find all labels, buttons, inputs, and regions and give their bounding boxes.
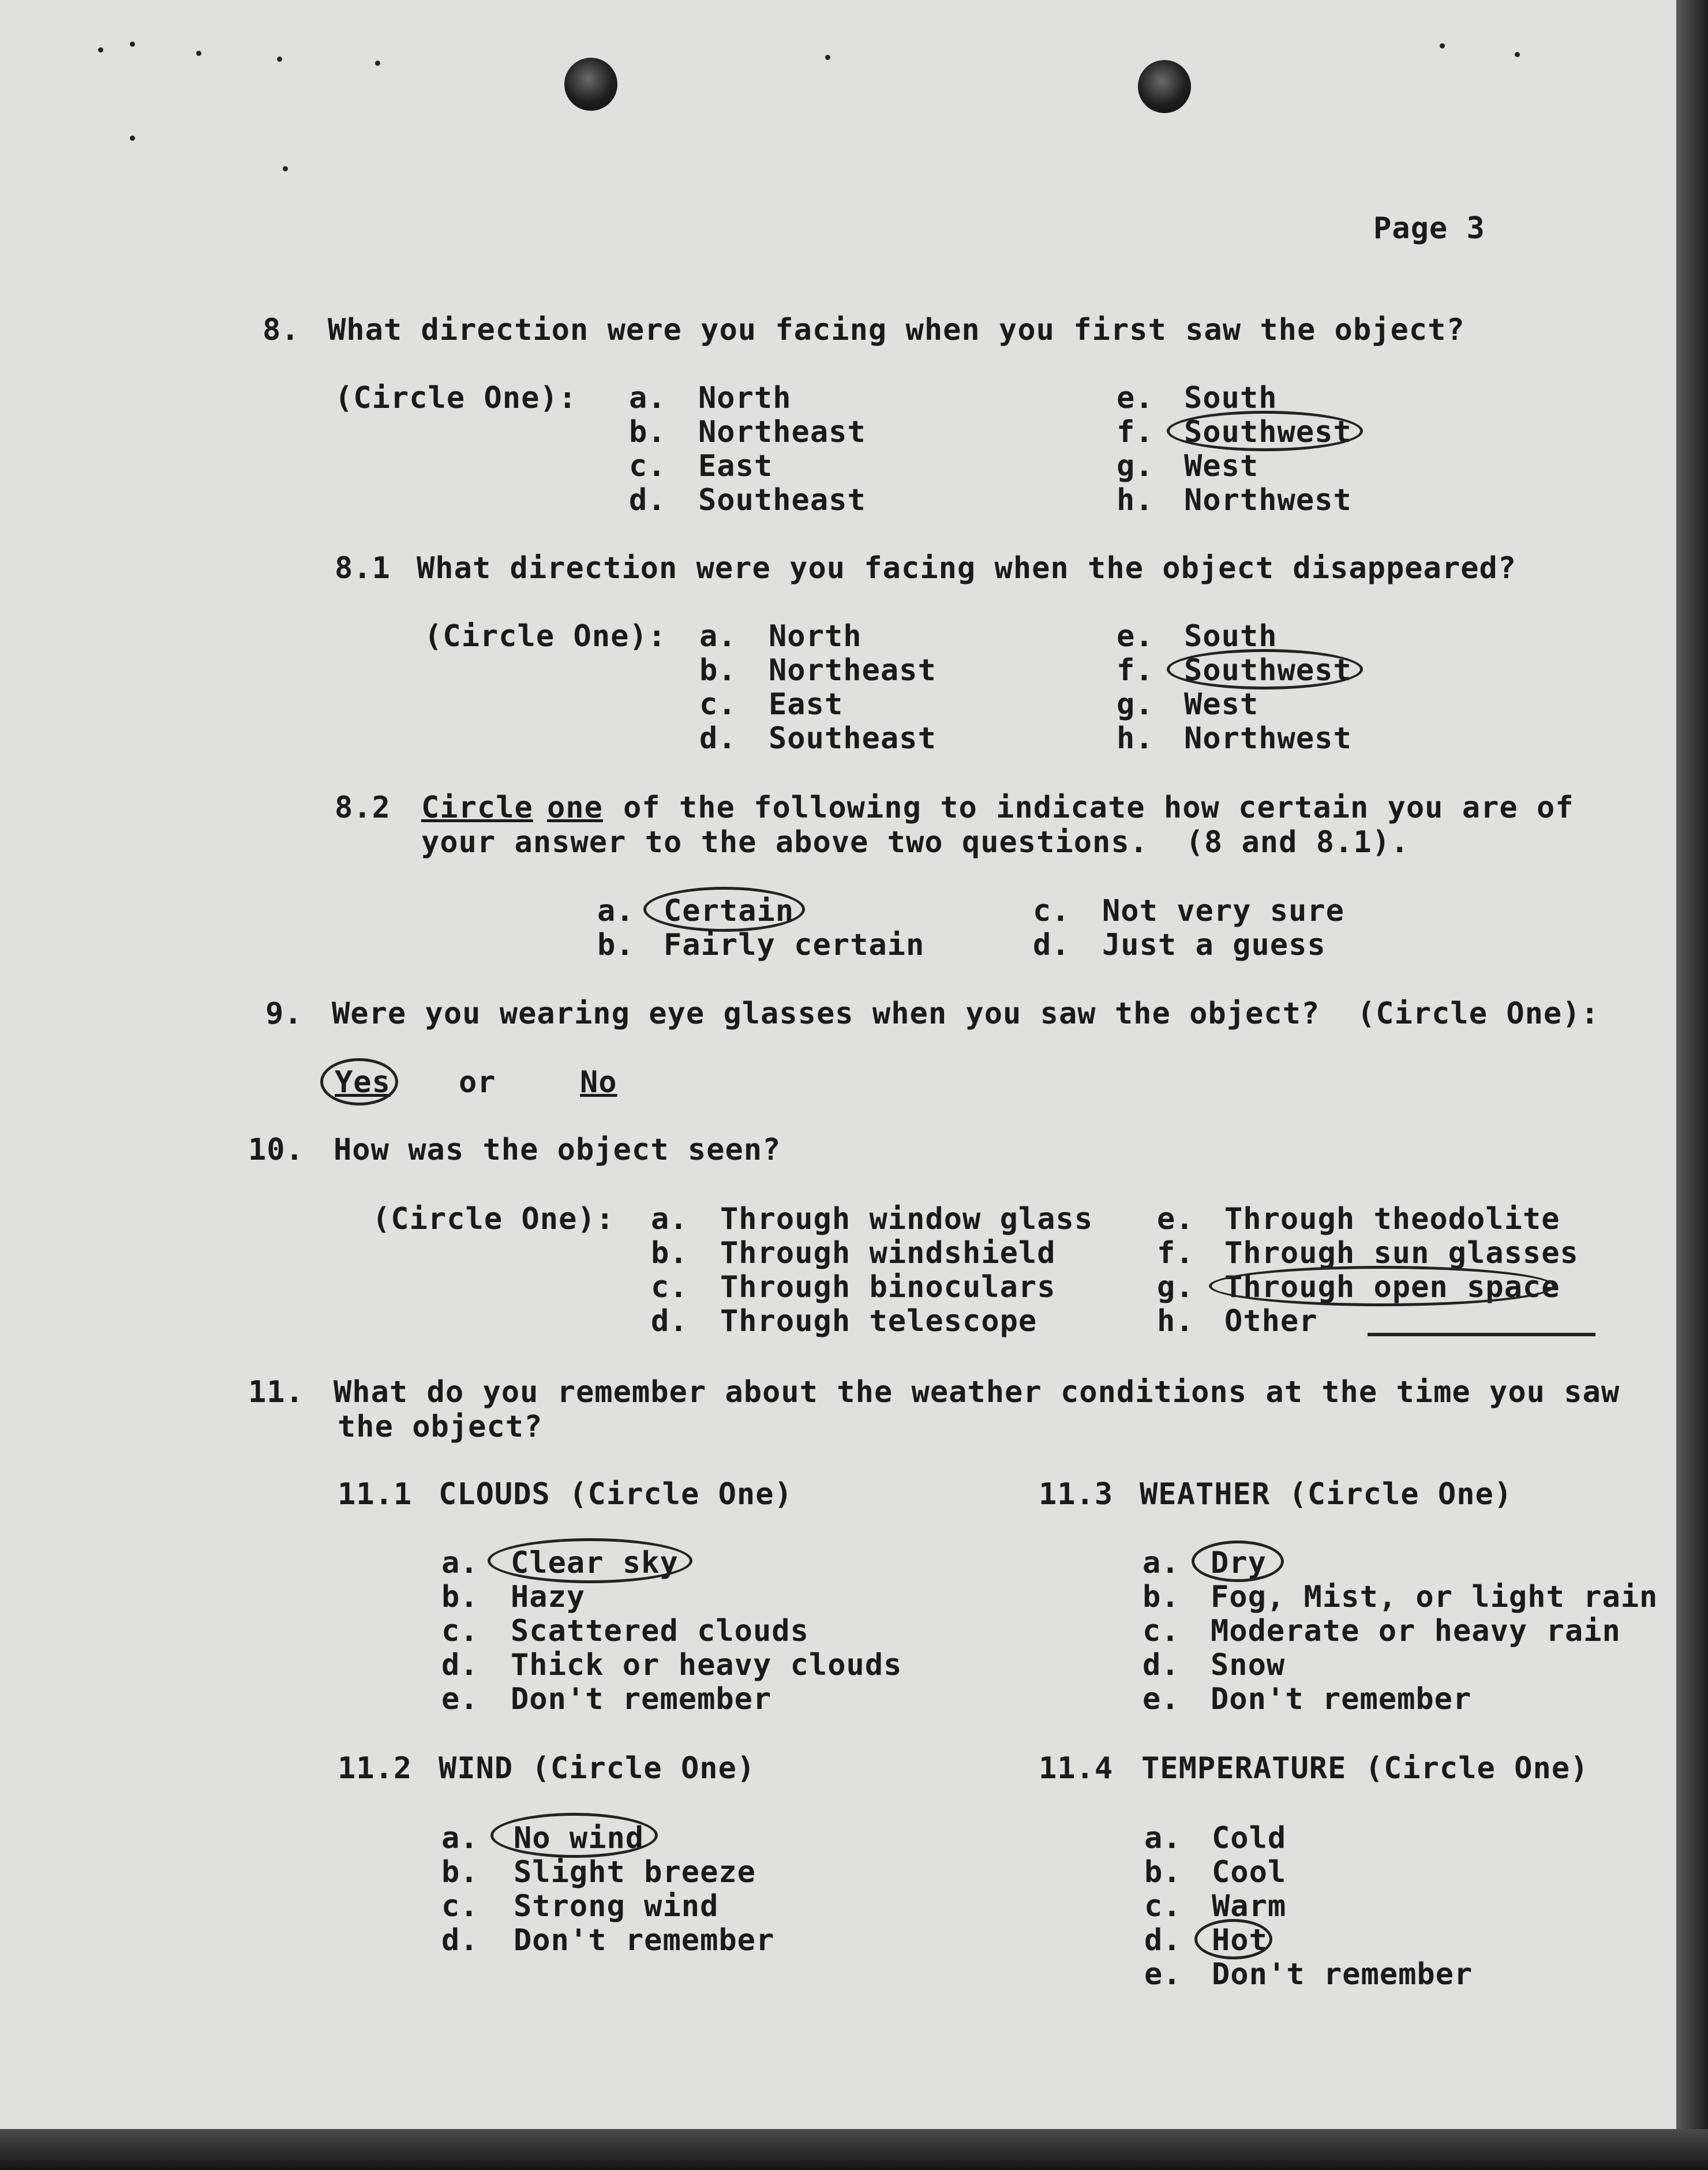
q8-option-text[interactable]: West bbox=[1184, 449, 1259, 484]
q8-2-word-one: one bbox=[547, 790, 603, 825]
q8-option-text[interactable]: North bbox=[698, 381, 792, 415]
speck bbox=[1440, 43, 1445, 48]
q10-option-letter: h. bbox=[1157, 1304, 1194, 1339]
q8-2-option-letter: b. bbox=[597, 928, 635, 962]
q10-option-letter: b. bbox=[651, 1236, 688, 1270]
punch-hole-left bbox=[564, 58, 617, 111]
q8-instruction: (Circle One): bbox=[335, 381, 577, 415]
scan-edge-bottom bbox=[0, 2129, 1708, 2170]
q11-1-option-text[interactable]: Thick or heavy clouds bbox=[511, 1648, 902, 1682]
q10-instruction: (Circle One): bbox=[372, 1202, 615, 1236]
q11-4-option-text[interactable]: Warm bbox=[1212, 1889, 1287, 1924]
q8-option-letter: e. bbox=[1117, 381, 1154, 415]
q10-selection-circle bbox=[1209, 1266, 1555, 1306]
q10-option-text[interactable]: Through windshield bbox=[720, 1236, 1056, 1270]
q10-option-letter: c. bbox=[651, 1270, 688, 1305]
q9-number: 9. bbox=[265, 996, 303, 1031]
q10-option-letter: g. bbox=[1157, 1270, 1194, 1305]
q8-2-option-text[interactable]: Just a guess bbox=[1102, 928, 1326, 962]
q11-2-option-letter: a. bbox=[441, 1821, 479, 1856]
speck bbox=[1515, 52, 1520, 57]
q10-option-text[interactable]: Through open space bbox=[1224, 1270, 1560, 1305]
q8-2-line1-rest: of the following to indicate how certain you are of bbox=[623, 790, 1574, 825]
q8-1-option-text[interactable]: North bbox=[769, 619, 862, 654]
q11-question-line2: the object? bbox=[338, 1410, 543, 1444]
q8-1-option-letter: f. bbox=[1117, 653, 1154, 688]
q11-question-line1: What do you remember about the weather conditions at the time you saw bbox=[334, 1375, 1620, 1410]
q8-option-text[interactable]: Northeast bbox=[698, 415, 866, 449]
q8-1-option-letter: e. bbox=[1117, 619, 1154, 654]
q11-3-option-letter: d. bbox=[1143, 1648, 1180, 1682]
q8-1-selection-circle bbox=[1167, 649, 1363, 689]
q11-2-option-text[interactable]: Slight breeze bbox=[514, 1855, 756, 1890]
q10-number: 10. bbox=[248, 1133, 304, 1167]
q8-1-option-letter: d. bbox=[699, 721, 737, 756]
q11-3-option-text[interactable]: Snow bbox=[1211, 1648, 1286, 1682]
q9-question: Were you wearing eye glasses when you saw the object? (Circle One): bbox=[332, 996, 1600, 1031]
q8-1-option-letter: c. bbox=[699, 687, 737, 722]
q11-1-selection-circle bbox=[488, 1538, 692, 1583]
q8-1-option-letter: b. bbox=[699, 653, 737, 688]
q11-1-option-text[interactable]: Clear sky bbox=[511, 1546, 679, 1580]
q11-2-option-letter: d. bbox=[441, 1923, 479, 1958]
q8-1-option-letter: g. bbox=[1117, 687, 1154, 722]
q11-3-option-text[interactable]: Don't remember bbox=[1211, 1682, 1472, 1716]
q9-or: or bbox=[459, 1065, 496, 1100]
q11-4-option-text[interactable]: Hot bbox=[1212, 1923, 1268, 1958]
q11-3-number: 11.3 bbox=[1039, 1477, 1114, 1512]
q10-option-letter: a. bbox=[651, 1202, 688, 1236]
q8-option-letter: f. bbox=[1117, 415, 1154, 449]
q11-4-option-text[interactable]: Cold bbox=[1212, 1821, 1287, 1856]
q11-2-option-text[interactable]: No wind bbox=[514, 1821, 645, 1856]
q8-1-question: What direction were you facing when the object disappeared? bbox=[417, 551, 1517, 586]
q8-2-option-text[interactable]: Not very sure bbox=[1102, 894, 1344, 928]
q11-4-option-text[interactable]: Don't remember bbox=[1212, 1957, 1473, 1992]
speck bbox=[825, 55, 830, 60]
q8-1-option-text[interactable]: East bbox=[769, 687, 844, 722]
q8-2-option-text[interactable]: Certain bbox=[664, 894, 795, 928]
q11-2-selection-circle bbox=[490, 1813, 658, 1858]
q8-option-letter: a. bbox=[629, 381, 666, 415]
q11-2-option-text[interactable]: Strong wind bbox=[514, 1889, 719, 1924]
q11-1-option-letter: a. bbox=[441, 1546, 479, 1580]
q8-option-letter: h. bbox=[1117, 483, 1154, 518]
q11-1-number: 11.1 bbox=[338, 1477, 413, 1512]
q11-1-option-letter: d. bbox=[441, 1648, 479, 1682]
q8-2-line2: your answer to the above two questions. (8 and 8.1). bbox=[421, 825, 1410, 860]
q11-3-option-text[interactable]: Fog, Mist, or light rain bbox=[1211, 1580, 1658, 1614]
q11-1-option-letter: b. bbox=[441, 1580, 479, 1614]
q8-option-text[interactable]: East bbox=[698, 449, 773, 484]
q11-4-option-text[interactable]: Cool bbox=[1212, 1855, 1287, 1890]
q8-option-text[interactable]: Southwest bbox=[1184, 415, 1352, 449]
page-label: Page 3 bbox=[1373, 211, 1485, 246]
q8-2-number: 8.2 bbox=[335, 790, 391, 825]
speck bbox=[130, 136, 135, 141]
q11-1-option-letter: e. bbox=[441, 1682, 479, 1716]
q11-4-option-letter: c. bbox=[1144, 1889, 1182, 1924]
q8-selection-circle bbox=[1167, 411, 1363, 451]
q10-option-letter: f. bbox=[1157, 1236, 1194, 1270]
q8-2-option-letter: c. bbox=[1033, 894, 1070, 928]
speck bbox=[277, 57, 282, 62]
q11-4-option-letter: a. bbox=[1144, 1821, 1182, 1856]
q11-3-option-text[interactable]: Dry bbox=[1211, 1546, 1267, 1580]
q10-option-text[interactable]: Through telescope bbox=[720, 1304, 1037, 1339]
q11-1-option-text[interactable]: Hazy bbox=[511, 1580, 586, 1614]
q9-selection-circle bbox=[320, 1058, 398, 1105]
q8-1-instruction: (Circle One): bbox=[424, 619, 666, 654]
q11-4-number: 11.4 bbox=[1039, 1751, 1114, 1786]
q8-1-option-text[interactable]: Northeast bbox=[769, 653, 937, 688]
q8-1-option-text[interactable]: Southeast bbox=[769, 721, 937, 756]
q11-3-option-letter: c. bbox=[1143, 1614, 1180, 1648]
q11-2-option-letter: b. bbox=[441, 1855, 479, 1890]
q11-3-option-text[interactable]: Moderate or heavy rain bbox=[1211, 1614, 1621, 1648]
q8-2-option-letter: d. bbox=[1033, 928, 1070, 962]
q10-option-letter: d. bbox=[651, 1304, 688, 1339]
q10-option-text[interactable]: Other bbox=[1224, 1304, 1318, 1339]
q10-option-text[interactable]: Through binoculars bbox=[720, 1270, 1056, 1305]
q8-option-text[interactable]: Southeast bbox=[698, 483, 866, 518]
q11-4-title: TEMPERATURE (Circle One) bbox=[1141, 1751, 1589, 1786]
q8-1-option-letter: a. bbox=[699, 619, 737, 654]
q8-2-selection-circle bbox=[643, 887, 805, 932]
q10-option-letter: e. bbox=[1157, 1202, 1194, 1236]
q10-other-blank-line[interactable] bbox=[1368, 1333, 1595, 1336]
q11-3-option-letter: e. bbox=[1143, 1682, 1180, 1716]
q11-1-option-text[interactable]: Scattered clouds bbox=[511, 1614, 809, 1648]
speck bbox=[130, 42, 135, 47]
q11-2-number: 11.2 bbox=[338, 1751, 413, 1786]
q9-yes[interactable]: Yes bbox=[335, 1065, 391, 1100]
q8-1-option-text[interactable]: Northwest bbox=[1184, 721, 1352, 756]
speck bbox=[375, 61, 380, 66]
q8-2-option-text[interactable]: Fairly certain bbox=[664, 928, 925, 962]
q8-number: 8. bbox=[263, 313, 300, 347]
q11-2-option-letter: c. bbox=[441, 1889, 479, 1924]
q11-2-title: WIND (Circle One) bbox=[439, 1751, 756, 1786]
q8-option-text[interactable]: Northwest bbox=[1184, 483, 1352, 518]
q11-4-option-letter: d. bbox=[1144, 1923, 1182, 1958]
q8-question: What direction were you facing when you first saw the object? bbox=[328, 313, 1465, 347]
q8-2-word-circle: Circle bbox=[421, 790, 533, 825]
speck bbox=[283, 166, 288, 171]
q8-1-option-text[interactable]: South bbox=[1184, 619, 1278, 654]
q10-option-text[interactable]: Through window glass bbox=[720, 1202, 1093, 1236]
q8-1-option-text[interactable]: West bbox=[1184, 687, 1259, 722]
q8-1-option-text[interactable]: Southwest bbox=[1184, 653, 1352, 688]
q10-question: How was the object seen? bbox=[334, 1133, 781, 1167]
q8-option-letter: c. bbox=[629, 449, 666, 484]
q11-4-option-letter: e. bbox=[1144, 1957, 1182, 1992]
q11-3-option-letter: a. bbox=[1143, 1546, 1180, 1580]
q8-option-text[interactable]: South bbox=[1184, 381, 1278, 415]
speck bbox=[196, 51, 201, 56]
q11-number: 11. bbox=[248, 1375, 304, 1410]
q11-1-option-letter: c. bbox=[441, 1614, 479, 1648]
q11-4-selection-circle bbox=[1194, 1919, 1272, 1959]
q9-no[interactable]: No bbox=[580, 1065, 617, 1100]
q11-3-title: WEATHER (Circle One) bbox=[1140, 1477, 1513, 1512]
q11-3-option-letter: b. bbox=[1143, 1580, 1180, 1614]
q8-1-number: 8.1 bbox=[335, 551, 391, 586]
q11-4-option-letter: b. bbox=[1144, 1855, 1182, 1890]
q8-option-letter: b. bbox=[629, 415, 666, 449]
q8-option-letter: g. bbox=[1117, 449, 1154, 484]
q8-1-option-letter: h. bbox=[1117, 721, 1154, 756]
punch-hole-right bbox=[1138, 60, 1191, 113]
q10-option-text[interactable]: Through theodolite bbox=[1224, 1202, 1560, 1236]
q10-option-text[interactable]: Through sun glasses bbox=[1224, 1236, 1579, 1270]
q8-option-letter: d. bbox=[629, 483, 666, 518]
q8-2-option-letter: a. bbox=[597, 894, 635, 928]
scan-edge-right bbox=[1676, 0, 1708, 2170]
q11-2-option-text[interactable]: Don't remember bbox=[514, 1923, 775, 1958]
q11-1-title: CLOUDS (Circle One) bbox=[439, 1477, 793, 1512]
q11-3-selection-circle bbox=[1192, 1541, 1284, 1582]
speck bbox=[98, 47, 103, 53]
q11-1-option-text[interactable]: Don't remember bbox=[511, 1682, 772, 1716]
